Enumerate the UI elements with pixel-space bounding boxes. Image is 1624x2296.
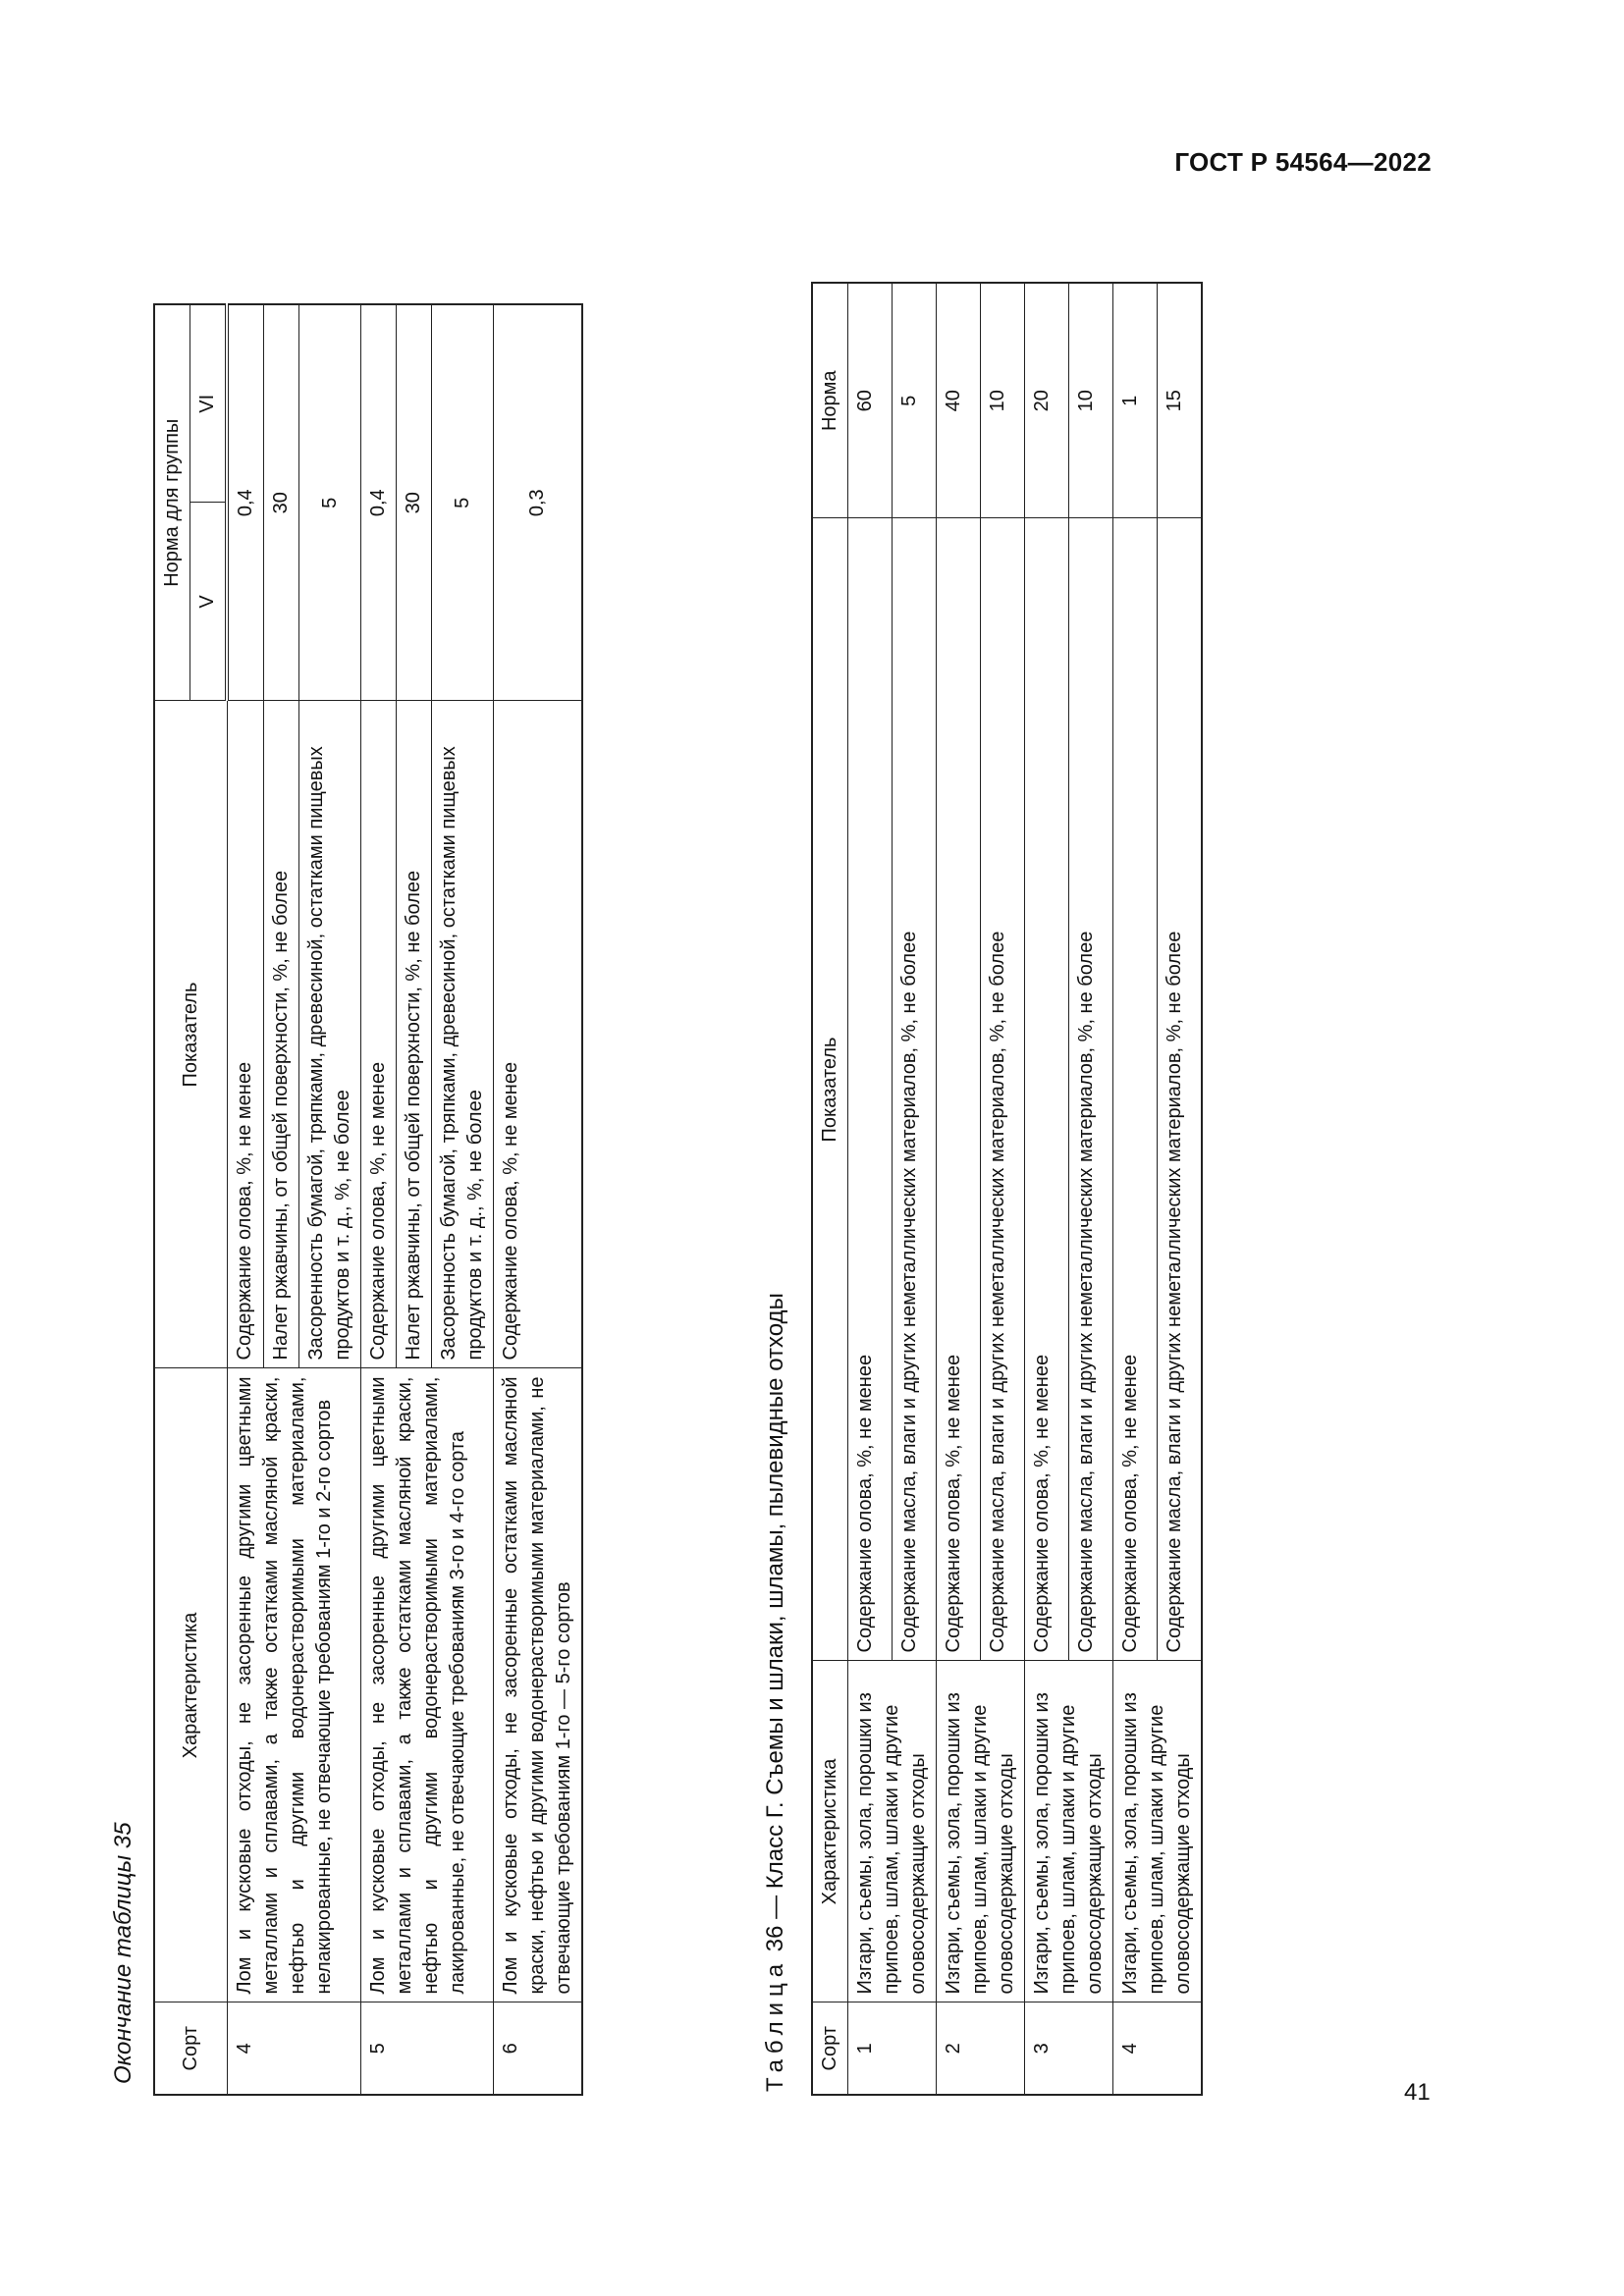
norm-cell: 5 <box>432 304 494 701</box>
indicator-cell: Засоренность бумагой, тряпками, древесиной, остатками пищевых продуктов и т. д., %, не более <box>432 701 494 1368</box>
table-row <box>361 304 397 2095</box>
table36-caption <box>762 1293 789 2092</box>
indicator-cell: Содержание олова, %, не менее <box>361 701 397 1368</box>
indicator-cell: Засоренность бумагой, тряпками, древесиной, остатками пищевых продуктов и т. д., %, не более <box>299 701 361 1368</box>
norm-cell: 10 <box>981 283 1025 518</box>
indicator-cell: Налет ржавчины, от общей поверхности, %, не более <box>397 701 432 1368</box>
characteristic-cell: Изгари, съемы, зола, порошки из припоев, шлам, шлаки и другие оловосодержащие отходы <box>937 1661 1025 2002</box>
header-characteristic: Характеристика <box>812 1661 848 2002</box>
sort-cell: 3 <box>1025 2002 1113 2095</box>
header-group-vi: VI <box>190 304 228 503</box>
document-id: ГОСТ Р 54564—2022 <box>1174 147 1432 177</box>
characteristic-cell: Изгари, съемы, зола, порошки из припоев, шлам, шлаки и другие оловосодержащие отходы <box>1025 1661 1113 2002</box>
header-group-norm: Норма для группы <box>154 304 190 701</box>
header-characteristic: Характеристика <box>154 1368 227 2002</box>
header-indicator: Показатель <box>154 701 227 1368</box>
header-norm: Норма <box>812 283 848 518</box>
header-indicator: Показатель <box>812 518 848 1661</box>
indicator-cell: Содержание масла, влаги и других неметаллических материалов, %, не более <box>893 518 937 1661</box>
rotated-content <box>110 103 1259 2096</box>
indicator-cell: Содержание олова, %, не менее <box>848 518 893 1661</box>
page-number: 41 <box>1404 2079 1431 2106</box>
norm-cell: 20 <box>1025 283 1069 518</box>
indicator-cell: Содержание олова, %, не менее <box>1025 518 1069 1661</box>
header-sort: Сорт <box>154 2002 227 2095</box>
indicator-cell: Содержание олова, %, не менее <box>1113 518 1158 1661</box>
indicator-cell: Налет ржавчины, от общей поверхности, %, не более <box>264 701 299 1368</box>
table-row <box>937 283 981 2095</box>
norm-cell: 30 <box>397 304 432 701</box>
norm-cell: 0,4 <box>361 304 397 701</box>
indicator-cell: Содержание масла, влаги и других неметаллических материалов, %, не более <box>1069 518 1113 1661</box>
characteristic-cell: Изгари, съемы, зола, порошки из припоев, шлам, шлаки и другие оловосодержащие отходы <box>1113 1661 1203 2002</box>
table36-caption-prefix: Таблица <box>762 1957 788 2092</box>
norm-cell: 0,3 <box>494 304 583 701</box>
table-row <box>227 304 264 2095</box>
sort-cell: 2 <box>937 2002 1025 2095</box>
header-sort: Сорт <box>812 2002 848 2095</box>
table-row <box>1025 283 1069 2095</box>
norm-cell: 40 <box>937 283 981 518</box>
sort-cell: 4 <box>227 2002 361 2095</box>
indicator-cell: Содержание олова, %, не менее <box>227 701 264 1368</box>
characteristic-cell: Лом и кусковые отходы, не засоренные другими цветными металлами и сплавами, а также остатками масляной краски, нефтью и другими водонерастворимыми материалами, лакированные, не отвечающие требованиям 3-го и 4-го сорта <box>361 1368 494 2002</box>
indicator-cell: Содержание масла, влаги и других неметаллических материалов, %, не более <box>981 518 1025 1661</box>
indicator-cell: Содержание олова, %, не менее <box>937 518 981 1661</box>
sort-cell: 5 <box>361 2002 494 2095</box>
norm-cell: 30 <box>264 304 299 701</box>
table35-continuation-label: Окончание таблицы 35 <box>110 1822 136 2084</box>
norm-cell: 0,4 <box>227 304 264 701</box>
table-36 <box>811 282 1203 2096</box>
indicator-cell: Содержание масла, влаги и других неметаллических материалов, %, не более <box>1157 518 1202 1661</box>
table-35 <box>153 303 583 2096</box>
header-group-v: V <box>190 503 228 701</box>
sort-cell: 6 <box>494 2002 583 2095</box>
characteristic-cell: Изгари, съемы, зола, порошки из припоев, шлам, шлаки и другие оловосодержащие отходы <box>848 1661 937 2002</box>
sort-cell: 1 <box>848 2002 937 2095</box>
norm-cell: 5 <box>299 304 361 701</box>
table-row <box>494 304 583 2095</box>
characteristic-cell: Лом и кусковые отходы, не засоренные остатками масляной краски, нефтью и другими водонерастворимыми материалами, не отвечающие требованиям 1-го — 5-го сортов <box>494 1368 583 2002</box>
sort-cell: 4 <box>1113 2002 1203 2095</box>
norm-cell: 1 <box>1113 283 1158 518</box>
table-row <box>1113 283 1158 2095</box>
norm-cell: 10 <box>1069 283 1113 518</box>
indicator-cell: Содержание олова, %, не менее <box>494 701 583 1368</box>
characteristic-cell: Лом и кусковые отходы, не засоренные другими цветными металлами и сплавами, а также остатками масляной краски, нефтью и другими водонерастворимыми материалами, нелакированные, не отвечающие требованиям 1-го и 2-го сортов <box>227 1368 361 2002</box>
norm-cell: 5 <box>893 283 937 518</box>
norm-cell: 60 <box>848 283 893 518</box>
table-row <box>848 283 893 2095</box>
table36-caption-text: 36 — Класс Г. Съемы и шлаки, шламы, пылевидные отходы <box>762 1293 788 1958</box>
norm-cell: 15 <box>1157 283 1202 518</box>
